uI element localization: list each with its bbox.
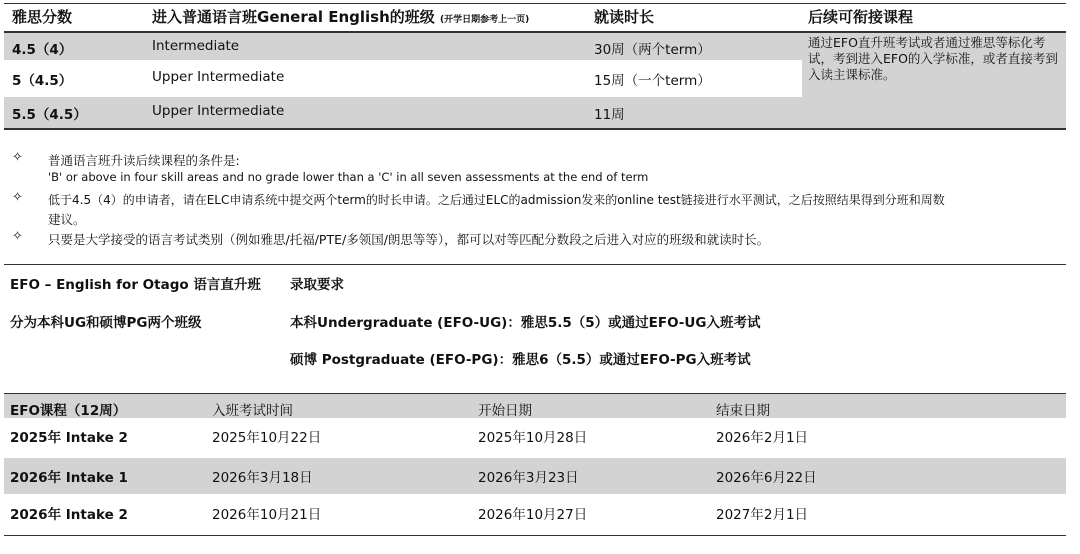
header-duration: 就读时长 [594,8,655,26]
row-intake: 2025年 Intake 2 [10,430,128,446]
header-start-date: 开始日期 [478,403,532,419]
table-row [4,97,1066,128]
row-duration: 15周（一个term） [594,73,711,89]
table-row [4,418,1066,458]
table2-header-row [4,394,1066,418]
note-sub: 'B' or above in four skill areas and no grade lower than a 'C' in all seven assessments at the end of term [48,170,649,184]
row-exam-date: 2025年10月22日 [212,430,322,446]
note-item: 普通语言班升读后续课程的条件是: [48,153,240,168]
efo-top-border [4,264,1066,265]
row-duration: 30周（两个term） [594,42,711,58]
row-start-date: 2026年10月27日 [478,507,588,523]
row-start-date: 2025年10月28日 [478,430,588,446]
bullet-icon: ✧ [12,190,23,205]
table1-top-border [4,3,1066,4]
row-class: Upper Intermediate [152,103,285,119]
efo-pg-req: 硕博 Postgraduate (EFO-PG)：雅思6（5.5）或通过EFO-PG入班考试 [290,352,751,368]
header-efo-course: EFO课程（12周） [10,403,127,419]
table1-bottom-border [4,128,1066,130]
efo-subtitle: 分为本科UG和硕博PG两个班级 [10,315,202,331]
bullet-icon: ✧ [12,150,23,165]
note-item: 只要是大学接受的语言考试类别（例如雅思/托福/PTE/多领国/朗思等等），都可以对等匹配分数段之后进入对应的班级和就读时长。 [48,232,770,247]
row-end-date: 2026年2月1日 [716,430,809,446]
table-row [4,33,802,60]
row-end-date: 2026年6月22日 [716,470,817,486]
header-class-label: 进入普通语言班General English的班级 [152,8,435,26]
row-class: Upper Intermediate [152,69,285,85]
row-end-date: 2027年2月1日 [716,507,809,523]
row-score: 5（4.5） [12,73,73,89]
efo-req-title: 录取要求 [290,277,344,293]
header-exam-date: 入班考试时间 [212,403,293,419]
table-row [4,60,802,97]
row-exam-date: 2026年10月21日 [212,507,322,523]
efo-title: EFO – English for Otago 语言直升班 [10,277,261,293]
efo-ug-req: 本科Undergraduate (EFO-UG)：雅思5.5（5）或通过EFO-UG入班考试 [290,315,761,331]
row-duration: 11周 [594,107,625,123]
header-score: 雅思分数 [12,8,73,26]
bullet-icon: ✧ [12,229,23,244]
table-row [4,458,1066,494]
row-score: 5.5（4.5） [12,107,87,123]
row-start-date: 2026年3月23日 [478,470,579,486]
row-class: Intermediate [152,38,240,54]
table2-bottom-border [4,535,1066,536]
followup-cell: 通过EFO直升班考试或者通过雅思等标化考试，考到进入EFO的入学标准，或者直接考到入读主课标准。 [802,33,1066,97]
row-intake: 2026年 Intake 2 [10,507,128,523]
row-intake: 2026年 Intake 1 [10,470,128,486]
header-followup: 后续可衔接课程 [808,8,914,26]
header-end-date: 结束日期 [716,403,770,419]
header-class [152,6,529,27]
table-row [4,494,1066,534]
row-exam-date: 2026年3月18日 [212,470,313,486]
note-item: 低于4.5（4）的申请者，请在ELC申请系统中提交两个term的时长申请。之后通过ELC的admission发来的online test链接进行水平测试，之后按照结果得到分班和周数 [48,193,945,207]
header-class-note: (开学日期参考上一页) [440,15,530,25]
row-score: 4.5（4） [12,42,73,58]
note-item-cont: 建议。 [48,212,86,227]
